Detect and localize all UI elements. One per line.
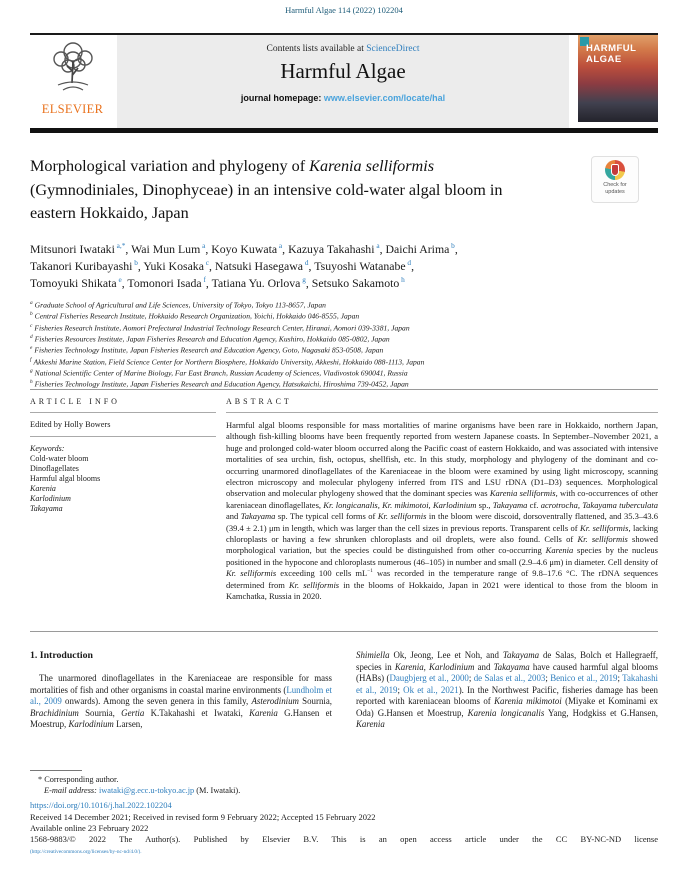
affiliation-marker: h — [30, 379, 33, 386]
affiliation — [30, 333, 658, 344]
homepage-label: journal homepage: — [240, 93, 324, 103]
text-segment: (Gymnodiniales, Dinophyceae) in an intensive cold-water algal bloom in — [30, 180, 503, 199]
copyright-line: 1568-9883/© 2022 The Author(s). Published by Elsevier B.V. This is an open access article under the CC BY-NC-ND license — [30, 834, 658, 844]
text-segment: Kr. longicanalis, Kr. mikimotoi, Karlodinium — [323, 499, 477, 510]
homepage-link[interactable]: www.elsevier.com/locate/hal — [323, 93, 446, 103]
body-top-rule — [30, 631, 658, 632]
affiliation-marker: d — [30, 333, 33, 340]
citation-link[interactable]: c — [203, 258, 210, 268]
journal-header-panel — [117, 35, 569, 129]
affiliation-text: Akkeshi Marine Station, Field Science Center for Northern Biosphere, Hokkaido University, Akkeshi, Hokkaido 088-1113, Japan — [33, 357, 425, 367]
email-suffix: (M. Iwataki). — [194, 786, 241, 795]
text-segment: −1 — [367, 568, 373, 575]
abstract-section — [226, 397, 658, 603]
keywords-label: Keywords: — [30, 444, 65, 453]
affiliation-marker: g — [30, 367, 33, 374]
abstract-text — [226, 420, 658, 603]
text-segment: , Natsuki Hasegawa — [209, 259, 304, 273]
received-dates: Received 14 December 2021; Received in revised form 9 February 2022; Accepted 15 February 2022 — [30, 812, 376, 822]
text-segment: Tomoyuki Shikata — [30, 276, 117, 290]
text-segment: exceeding 100 cells mL — [276, 568, 368, 579]
affiliation-text: Central Fisheries Research Institute, Hokkaido Research Organization, Yoichi, Hokkaido 046-8555, Japan — [34, 311, 360, 321]
text-segment: Karlodinium — [68, 719, 114, 729]
text-segment: , Tomonori Isada — [121, 276, 202, 290]
edited-by: Edited by Holly Bowers — [30, 420, 111, 429]
introduction-paragraph-left — [30, 673, 332, 731]
keyword: Dinoflagellates — [30, 464, 79, 473]
affiliation-marker: f — [30, 356, 32, 363]
citation-link[interactable]: Lundholm et al., 2009 — [30, 684, 332, 706]
text-segment: Karenia selliformis — [489, 488, 556, 499]
text-segment: Sournia, — [78, 707, 122, 718]
text-segment: Takayama — [502, 650, 540, 660]
text-segment: eastern Hokkaido, Japan — [30, 204, 189, 222]
text-segment: Karenia — [545, 545, 574, 556]
affiliation — [30, 310, 658, 321]
text-segment: de Salas, Bolch et Hallegraeff, species in — [356, 650, 658, 672]
keyword: Takayama — [30, 504, 63, 513]
affiliation — [30, 322, 658, 333]
text-segment: (Miyake et Kominami ex Oda) G.Hansen et Moestrup, — [356, 696, 658, 718]
keyword: Cold-water bloom — [30, 454, 89, 463]
text-segment: Takanori Kuribayashi — [30, 259, 133, 273]
citation-link[interactable]: f — [201, 275, 206, 285]
text-segment: showed morphological variation, but the species could be distinguished from other co-occurring — [226, 534, 658, 556]
text-segment: sp., — [476, 499, 493, 510]
citation-link[interactable]: g — [300, 275, 306, 285]
text-segment: species by the nucleus positioned in the hypocone and chloroplasts numerous (46–105) in number and small (2.9–4.6 μm) in diameter. Cell density of — [226, 545, 658, 567]
email-line — [44, 786, 240, 795]
text-segment: Brachidinium — [30, 707, 79, 718]
keywords-rule — [30, 436, 216, 437]
introduction-column-left — [30, 650, 332, 731]
affiliation-text: National Scientific Center of Marine Biology, Far East Branch, Russian Academy of Sciences, Vladivostok 690041, Russia — [34, 368, 408, 378]
contents-prefix: Contents lists available at — [266, 44, 367, 54]
cover-title-line2: ALGAE — [586, 53, 622, 65]
text-segment: have caused harmful algal blooms (HABs) ( — [356, 661, 658, 683]
text-segment: sp. The typical cell forms of — [275, 511, 378, 522]
text-segment: Kr. selliformis — [226, 568, 277, 579]
citation-link[interactable]: Takahashi et al., 2019 — [356, 673, 659, 695]
citation-link[interactable]: b — [449, 241, 455, 251]
affiliation-text: Fisheries Research Institute, Aomori Prefectural Industrial Technology Research Center, Hiranai, Aomori 039-3381, Japan — [34, 323, 410, 333]
text-segment: Karenia mikimotoi — [494, 696, 562, 706]
elsevier-tree-icon — [42, 37, 104, 97]
license-link[interactable]: (http://creativecommons.org/licenses/by-nc-nd/4.0/). — [30, 849, 142, 855]
text-segment: G.Hansen et Moestrup, — [30, 707, 333, 729]
introduction-paragraph-right — [356, 650, 658, 731]
author-list — [30, 241, 644, 292]
email-label: E-mail address: — [44, 786, 99, 795]
elsevier-wordmark: ELSEVIER — [41, 102, 104, 116]
shield-icon — [611, 164, 619, 176]
text-segment: , Tatiana Yu. Orlova — [205, 276, 301, 290]
affiliation — [30, 367, 658, 378]
text-segment: Takayama — [492, 499, 528, 510]
text-segment: ; — [468, 673, 474, 683]
text-segment: Karenia — [249, 707, 278, 718]
homepage-line — [117, 93, 569, 103]
text-segment: , — [454, 242, 458, 256]
keyword: Karenia — [30, 484, 56, 493]
text-segment: Harmful algal blooms responsible for mass mortalities of marine organisms have been rare in Hokkaido, northern Japan, although fish-killing blooms have been frequently reported from western Japanese coasts. In September–November 2021, a huge and prolonged cold-water bloom occurred along the Pacific coast of eastern Hokkaido, and was associated with intensive mortalities of sea urchin, fish, octopus, shellfish, etc. In this study, morphology and phylogeny of the dominant and co-occurring unarmored dinoflagellates of the Kareniaceae in the bloom were examined by using light microscopy, scanning electron microscopy and molecular phylogeny inferred from ITS and LSU rDNA (D1–D3) sequences. Morphological observation and molecular phylogeny showed that the dominant species was — [226, 420, 658, 499]
keyword: Harmful algal blooms — [30, 474, 101, 483]
affiliations — [30, 299, 658, 390]
citation-link[interactable]: d — [405, 258, 412, 268]
affiliation-text: Fisheries Technology Institute, Japan Fisheries Research and Education Agency, Goto, Nagasaki 853-0508, Japan — [34, 345, 384, 355]
corresponding-author-note: * Corresponding author. — [38, 775, 119, 784]
article-info-heading: ARTICLE INFO — [30, 397, 120, 406]
affiliation-marker: a — [30, 300, 33, 306]
text-segment: Karenia, Karlodinium — [394, 661, 475, 672]
text-segment: , lacking chloroplasts or having a few shrunken chloroplasts and oil droplets, were also found. Cells of — [226, 522, 658, 545]
citation-link[interactable]: Ok et al., 2021 — [403, 684, 459, 695]
cover-title-line1: HARMFUL — [586, 43, 637, 54]
check-for-updates-badge[interactable] — [591, 156, 639, 203]
text-segment: in the bloom were discoid, dorsoventrally flattened, and 35.3–43.6 (39.4 ± 2.1) μm in length, which was larger than the cell sizes in previous reports. Transparent cells of — [226, 511, 658, 533]
affiliation-marker: e — [30, 345, 33, 352]
text-segment: cf. — [527, 499, 541, 510]
citation-link[interactable]: b — [132, 258, 138, 268]
text-segment: , Wai Mun Lum — [125, 242, 201, 256]
text-segment: , Setsuko Sakamoto — [305, 276, 400, 290]
footnote-rule — [30, 770, 82, 771]
text-segment: Shimiella — [356, 650, 390, 660]
affiliation — [30, 356, 658, 367]
affiliation — [30, 299, 658, 310]
sciencedirect-link[interactable]: ScienceDirect — [366, 44, 420, 54]
text-segment: and — [474, 661, 494, 672]
text-segment: Asterodinium — [251, 696, 299, 706]
citation-link[interactable]: d — [303, 258, 309, 268]
text-segment: Karenia selliformis — [309, 157, 435, 175]
citation-link[interactable]: Benico et al., 2019 — [550, 673, 618, 683]
text-segment: was recorded in the temperature range of 9.8–17.6 °C. The rDNA sequences determined from — [226, 568, 658, 590]
text-segment: The unarmored dinoflagellates in the Kareniaceae are responsible for mass mortalities of fish and other organisms in coastal marine environments ( — [30, 673, 332, 695]
text-segment: ; — [545, 673, 551, 683]
citation-link[interactable]: a,* — [114, 241, 126, 251]
text-segment: and — [226, 511, 241, 522]
text-segment: onwards). Among the seven genera in this family, — [61, 696, 252, 706]
text-segment: Mitsunori Iwataki — [30, 242, 115, 256]
abstract-rule — [226, 412, 658, 413]
keyword: Karlodinium — [30, 494, 71, 503]
check-for-updates-icon — [605, 160, 625, 180]
text-segment: Gertia — [121, 707, 145, 718]
citation-link[interactable]: a — [277, 241, 283, 251]
citation-link[interactable]: h — [399, 275, 405, 285]
text-segment: , — [411, 259, 415, 273]
text-segment: Sournia, — [298, 696, 333, 706]
introduction-heading: 1. Introduction — [30, 650, 93, 661]
text-segment: ; — [617, 673, 623, 683]
text-segment: ; — [397, 684, 404, 695]
text-segment: , Kazuya Takahashi — [282, 242, 375, 256]
text-segment: , Koyo Kuwata — [205, 242, 278, 256]
cover-title — [586, 44, 636, 65]
text-segment: acrotrocha, Takayama tuberculata — [540, 499, 658, 510]
citation-link[interactable]: Daugbjerg et al., 2000 — [389, 673, 469, 683]
article-title — [30, 155, 586, 226]
doi-link[interactable]: https://doi.org/10.1016/j.hal.2022.102204 — [30, 800, 172, 810]
text-segment: , with co-occurrences of other kareniacean dinoflagellates, — [226, 488, 658, 510]
header-bottom-bar — [30, 128, 658, 133]
contents-line — [117, 44, 569, 54]
info-abstract-top-rule — [30, 389, 658, 390]
badge-text-line1: Check for — [603, 182, 627, 188]
text-segment: K.Takahashi et Iwataki, — [144, 707, 250, 718]
text-segment: Larsen, — [113, 719, 143, 729]
text-segment: Takayama — [493, 661, 530, 672]
affiliation-text: Fisheries Resources Institute, Japan Fisheries Research and Education Agency, Kushiro, Hokkaido 085-0802, Japan — [34, 334, 390, 344]
text-segment: , Daichi Arima — [379, 242, 450, 256]
text-segment: , Yuki Kosaka — [137, 259, 204, 273]
citation-link[interactable]: e — [116, 275, 122, 285]
journal-title: Harmful Algae — [280, 59, 406, 83]
text-segment: Karenia — [356, 719, 385, 729]
affiliation-marker: b — [30, 311, 33, 318]
text-segment: Karenia longicanalis — [467, 707, 545, 718]
abstract-heading: ABSTRACT — [226, 397, 292, 406]
text-segment: in the blooms of Hokkaido, Japan in 2021 were identical to those from the bloom in Kamchatka, Russia in 2020. — [226, 579, 658, 602]
affiliation-marker: c — [30, 322, 33, 329]
text-segment: Kr. selliformis — [577, 534, 628, 545]
citation-link[interactable]: a — [200, 241, 206, 251]
citation-link[interactable]: a — [374, 241, 380, 251]
text-segment: ). In the Northwest Pacific, fisheries damage has been reported with kareniacean blooms of — [356, 684, 658, 706]
badge-text-line2: updates — [605, 188, 625, 195]
elsevier-logo[interactable] — [30, 37, 115, 130]
text-segment: Kr. selliformis — [288, 579, 340, 590]
check-for-updates-label — [592, 182, 638, 195]
email-link[interactable]: iwataki@g.ecc.u-tokyo.ac.jp — [99, 786, 195, 795]
text-segment: Kr. selliformis — [580, 522, 629, 533]
affiliation-text: Graduate School of Agricultural and Life Sciences, University of Tokyo, Tokyo 113-8657, Japan — [34, 300, 326, 310]
text-segment: Kr. selliformis — [377, 511, 427, 522]
article-info-rule — [30, 412, 216, 413]
text-segment: Takayama — [240, 511, 276, 522]
journal-cover-thumbnail[interactable] — [578, 35, 658, 122]
text-segment: , Tsuyoshi Watanabe — [308, 259, 406, 273]
introduction-column-right — [356, 650, 658, 731]
text-segment: Morphological variation and phylogeny of — [30, 157, 310, 175]
citation-link[interactable]: de Salas et al., 2003 — [473, 673, 546, 683]
text-segment: Ok, Jeong, Lee et Noh, and — [389, 650, 503, 660]
affiliation-text: Fisheries Technology Institute, Japan Fisheries Research and Education Agency, Hatsukaichi, Hiroshima 739-0452, Japan — [34, 379, 409, 389]
text-segment: Yang, Hodgkiss et G.Hansen, — [544, 707, 658, 718]
affiliation — [30, 344, 658, 355]
available-online: Available online 23 February 2022 — [30, 823, 149, 833]
affiliation — [30, 378, 658, 389]
article-info-section — [30, 397, 216, 514]
journal-reference: Harmful Algae 114 (2022) 102204 — [285, 5, 403, 15]
